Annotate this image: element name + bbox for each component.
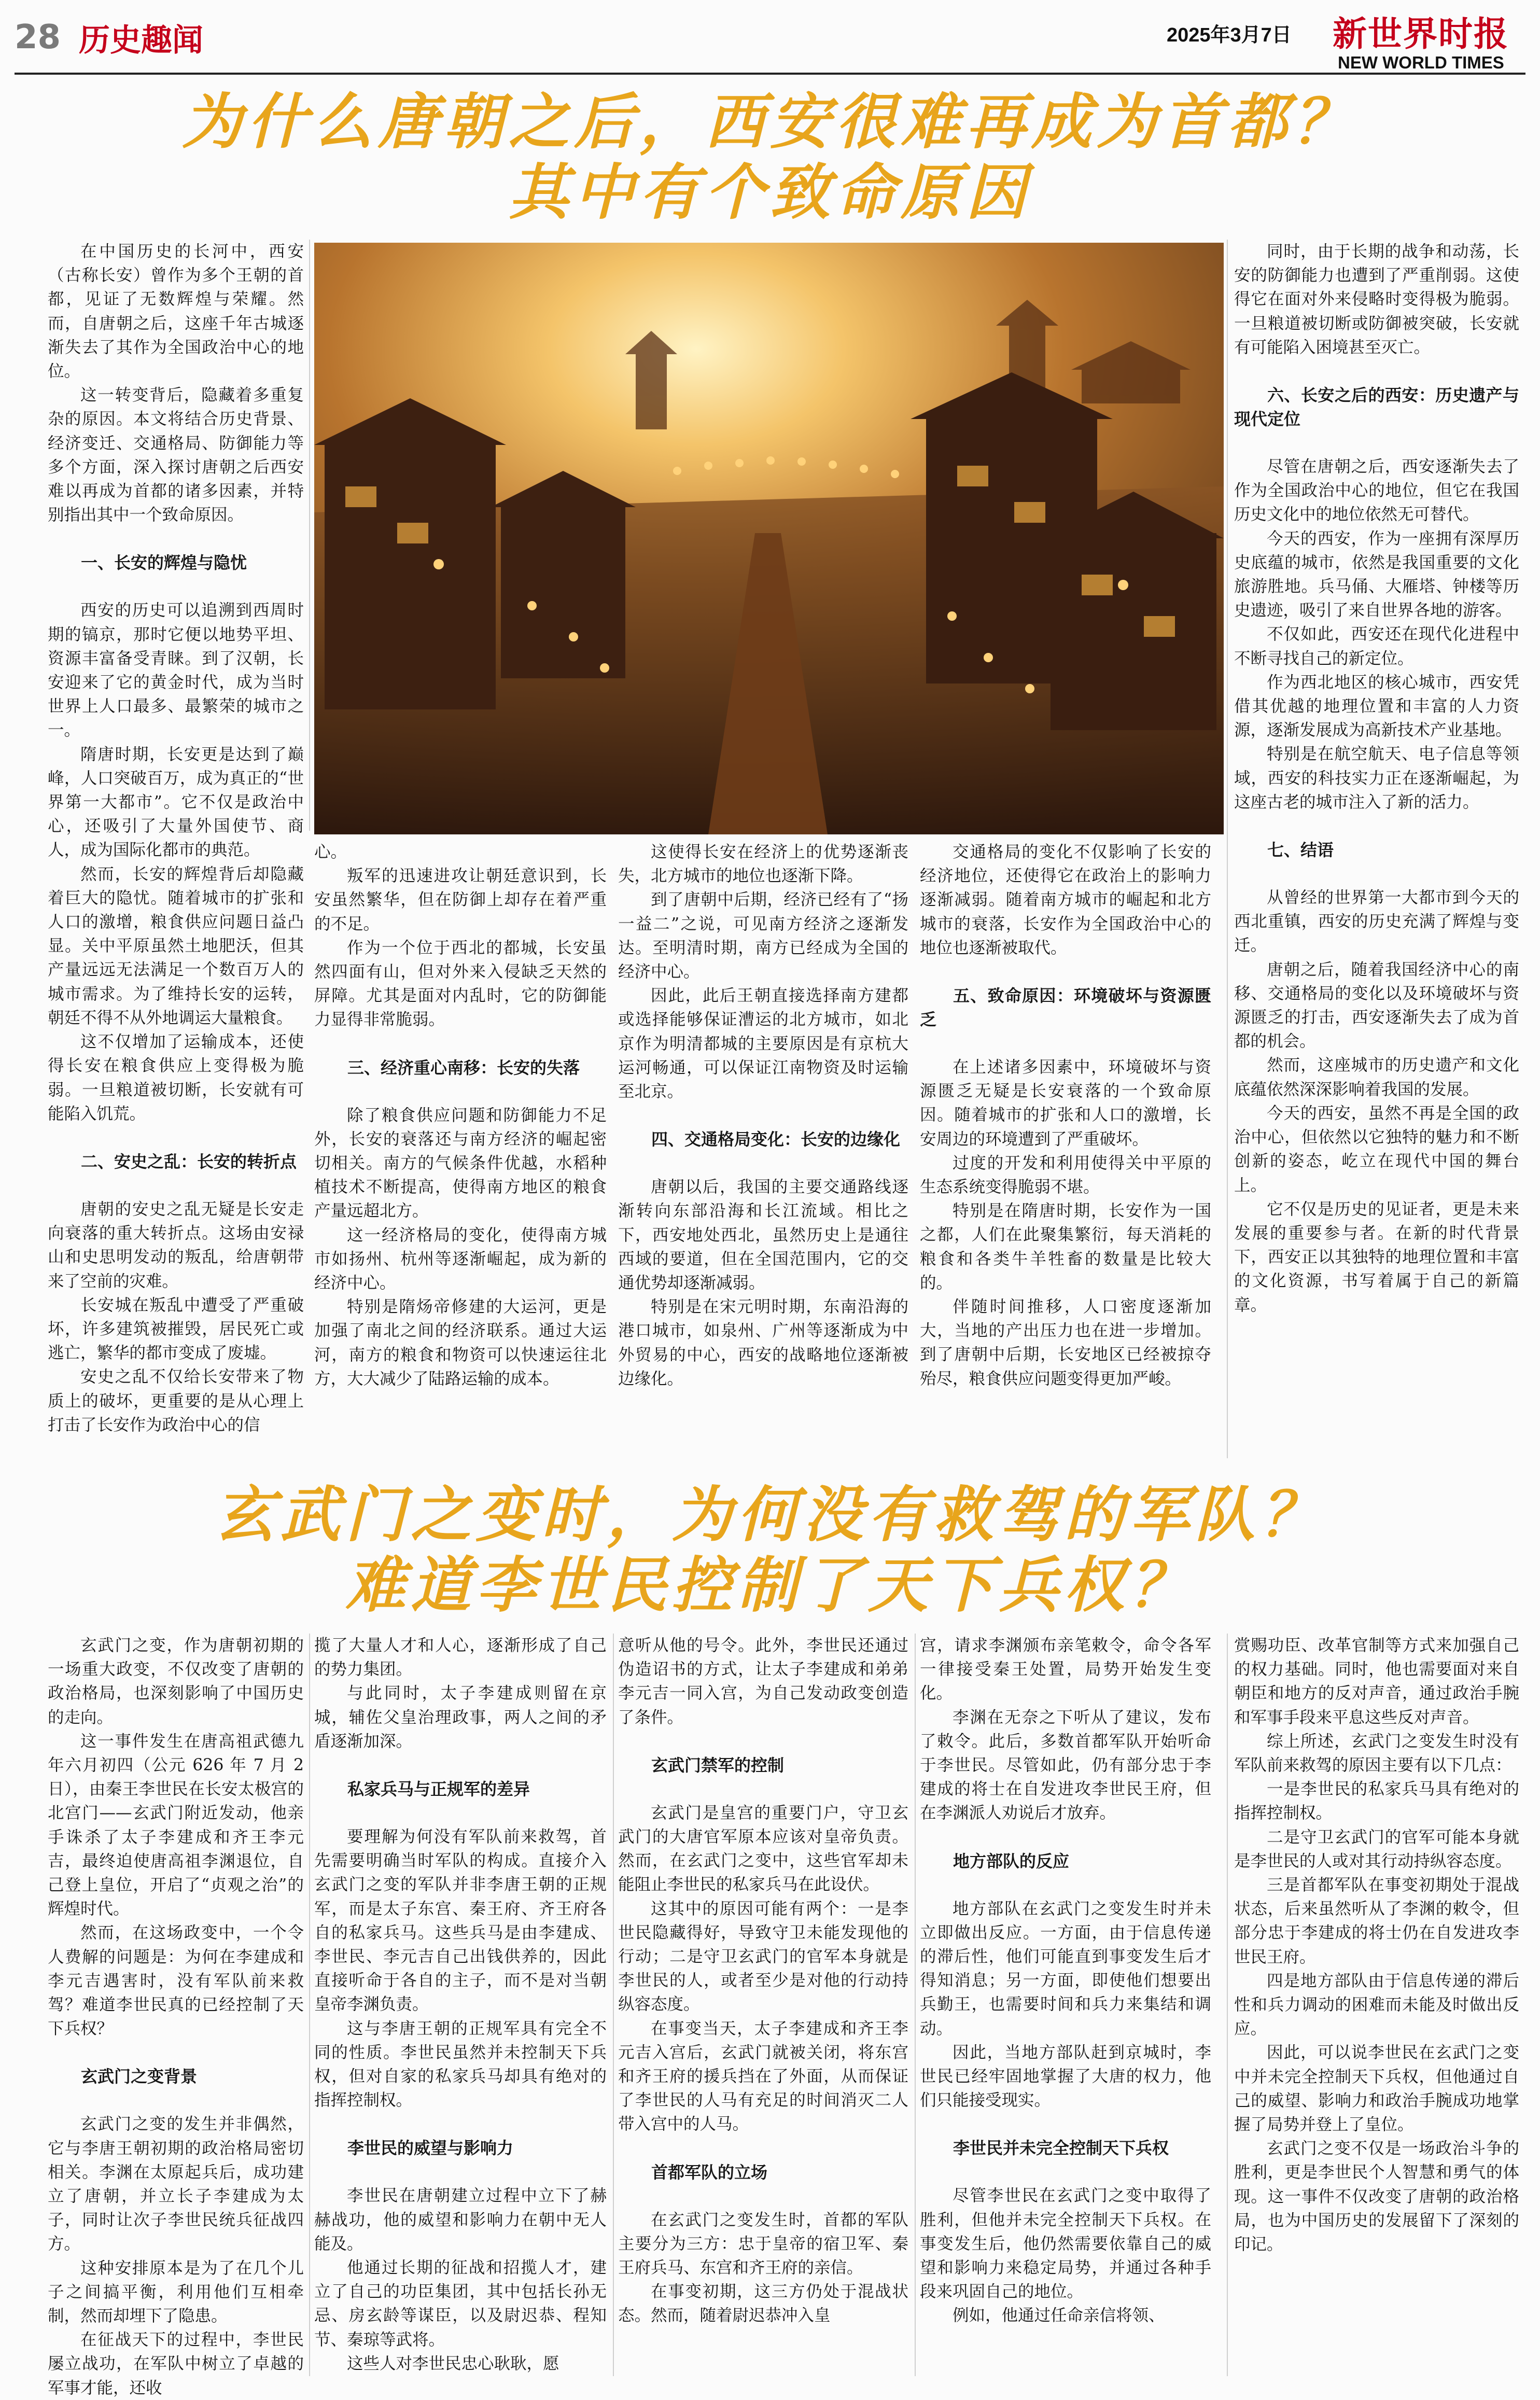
article1-column-5: 同时，由于长期的战争和动荡，长安的防御能力也遭到了严重削弱。这使得它在面对外来侵略时变得极为脆弱。一旦粮道被切断或防御被突破，长安就有可能陷入困境甚至灭亡。 六、长安之后的西安：历史遗产与现代定位 尽管在唐朝之后，西安逐渐失去了作为全国政治中心的地位，但它在我国历史文化中的地位依然无可替代。 今天的西安，作为一座拥有深厚历史底蕴的城市，依然是我国重要的文化旅游胜地。兵马俑、大雁塔、钟楼等历史遗迹，吸引了来自世界各地的游客。 不仅如此，西安还在现代化进程中不断寻找自己的新定位。 作为西北地区的核心城市，西安凭借其优越的地理位置和丰富的人力资源，逐渐发展成为高新技术产业基地。 特别是在航空航天、电子信息等领域，西安的科技实力正在逐渐崛起，为这座古老的城市注入了新的活力。 七、结语 从曾经的世界第一大都市到今天的西北重镇，西安的历史充满了辉煌与变迁。 唐朝之后，随着我国经济中心的南移、交通格局的变化以及环境破坏与资源匮乏的打击，西安逐渐失去了成为首都的机会。 然而，这座城市的历史遗产和文化底蕴依然深深影响着我国的发展。 今天的西安，虽然不再是全国的政治中心，但依然以它独特的魅力和不断创新的姿态，屹立在现代中国的舞台上。 它不仅是历史的见证者，更是未来发展的重要参与者。在新的时代背景下，西安正以其独特的地理位置和丰富的文化资源，书写着属于自己的新篇章。 xyxy=(1234,242,1519,1315)
article2-title xyxy=(0,1480,1540,1621)
article1-title-line1: 为什么唐朝之后，西安很难再成为首都？ xyxy=(182,87,1358,157)
article1-illustration xyxy=(314,243,1224,834)
article2-column-4: 宫，请求李渊颁布亲笔敕令，命令各军一律接受秦王处置，局势开始发生变化。 李渊在无奈之下听从了建议，发布了敕令。此后，多数首都军队开始听命于李世民。尽管如此，仍有部分忠于李建成的将士在自发进攻李世民王府，但在李渊派人劝说后才放弃。 地方部队的反应 地方部队在玄武门之变发生时并未立即做出反应。一方面，由于信息传递的滞后性，他们可能直到事变发生后才得知消息；另一方面，即使他们想要出兵勤王，也需要时间和兵力来集结和调动。 因此，当地方部队赶到京城时，李世民已经牢固地掌握了大唐的权力，他们只能接受现实。 李世民并未完全控制天下兵权 尽管李世民在玄武门之变中取得了胜利，但他并未完全控制天下兵权。在事变发生后，他仍然需要依靠自己的威望和影响力来稳定局势，并通过各种手段来巩固自己的地位。 例如，他通过任命亲信将领、 xyxy=(920,1636,1211,2325)
section-name: 历史趣闻 xyxy=(79,22,203,59)
column-divider xyxy=(915,1634,916,2376)
column-divider xyxy=(1227,240,1228,1458)
article1-column-3: 这使得长安在经济上的优势逐渐丧失，北方城市的地位也逐渐下降。 到了唐朝中后期，经济已经有了“扬一益二”之说，可见南方经济之逐渐发达。至明清时期，南方已经成为全国的经济中心。 因此，此后王朝直接选择南方建都或选择能够保证漕运的北方城市，如北京作为明清都城的主要原因是有京杭大运河畅通，可以保证江南物资及时运输至北京。 四、交通格局变化：长安的边缘化 唐朝以后，我国的主要交通路线逐渐转向东部沿海和长江流域。相比之下，西安地处西北，虽然历史上是通往西域的要道，但在全国范围内，它的交通优势却逐渐减弱。 特别是在宋元明时期，东南沿海的港口城市，如泉州、广州等逐渐成为中外贸易的中心，西安的战略地位逐渐被边缘化。 xyxy=(618,843,908,1388)
page-number: 28 xyxy=(15,18,61,57)
chang-an-painting xyxy=(314,243,1224,834)
newspaper-logo: 新世界时报 xyxy=(1333,13,1509,54)
article2-column-3: 意听从他的号令。此外，李世民还通过伪造诏书的方式，让太子李建成和弟弟李元吉一同入宫，为自己发动政变创造了条件。 玄武门禁军的控制 玄武门是皇宫的重要门户，守卫玄武门的大唐官军原本应该对皇帝负责。然而，在玄武门之变中，这些官军却未能阻止李世民的私家兵马在此设伏。 这其中的原因可能有两个：一是李世民隐藏得好，导致守卫未能发现他的行动；二是守卫玄武门的官军本身就是李世民的人，或者至少是对他的行动持纵容态度。 在事变当天，太子李建成和齐王李元吉入宫后，玄武门就被关闭，将东宫和齐王府的援兵挡在了外面，从而保证了李世民的人马有充足的时间消灭二人带入宫中的人马。 首都军队的立场 在玄武门之变发生时，首都的军队主要分为三方：忠于皇帝的宿卫军、秦王府兵马、东宫和齐王府的亲信。 在事变初期，这三方仍处于混战状态。然而，随着尉迟恭冲入皇 xyxy=(618,1636,908,2325)
article1-column-2: 心。 叛军的迅速进攻让朝廷意识到，长安虽然繁华，但在防御上却存在着严重的不足。 作为一个位于西北的都城，长安虽然四面有山，但对外来入侵缺乏天然的屏障。尤其是面对内乱时，它的防御能力显得非常脆弱。 三、经济重心南移：长安的失落 除了粮食供应问题和防御能力不足外，长安的衰落还与南方经济的崛起密切相关。南方的气候条件优越，水稻种植技术不断提高，使得南方地区的粮食产量远超北方。 这一经济格局的变化，使得南方城市如扬州、杭州等逐渐崛起，成为新的经济中心。 特别是隋炀帝修建的大运河，更是加强了南北之间的经济联系。通过大运河，南方的粮食和物资可以快速运往北方，大大减少了陆路运输的成本。 xyxy=(314,843,607,1388)
column-divider xyxy=(309,1634,310,2376)
article1-column-4: 交通格局的变化不仅影响了长安的经济地位，还使得它在政治上的影响力逐渐减弱。随着南方城市的崛起和北方城市的衰落，长安作为全国政治中心的地位也逐渐被取代。 五、致命原因：环境破坏与资源匮乏 在上述诸多因素中，环境破坏与资源匮乏无疑是长安衰落的一个致命原因。随着城市的扩张和人口的激增，长安周边的环境遭到了严重破坏。 过度的开发和利用使得关中平原的生态系统变得脆弱不堪。 特别是在隋唐时期，长安作为一国之都，人们在此聚集繁衍，每天消耗的粮食和各类牛羊牲畜的数量是比较大的。 伴随时间推移，人口密度逐渐加大，当地的产出压力也在进一步增加。到了唐朝中后期，长安地区已经被掠夺殆尽，粮食供应问题变得更加严峻。 xyxy=(920,843,1211,1388)
column-divider xyxy=(1227,1634,1228,2376)
article2-column-2: 揽了大量人才和人心，逐渐形成了自己的势力集团。 与此同时，太子李建成则留在京城，辅佐父皇治理政事，两人之间的矛盾逐渐加深。 私家兵马与正规军的差异 要理解为何没有军队前来救驾，首先需要明确当时军队的构成。直接介入玄武门之变的军队并非李唐王朝的正规军，而是太子东宫、秦王府、齐王府各自的私家兵马。这些兵马是由李建成、李世民、李元吉自己出钱供养的，因此直接听命于各自的主子，而不是对当朝皇帝李渊负责。 这与李唐王朝的正规军具有完全不同的性质。李世民虽然并未控制天下兵权，但对自家的私家兵马却具有绝对的指挥控制权。 李世民的威望与影响力 李世民在唐朝建立过程中立下了赫赫战功，他的威望和影响力在朝中无人能及。 他通过长期的征战和招揽人才，建立了自己的功臣集团，其中包括长孙无忌、房玄龄等谋臣，以及尉迟恭、程知节、秦琼等武将。 这些人对李世民忠心耿耿，愿 xyxy=(314,1636,607,2373)
column-divider xyxy=(613,1634,614,2376)
column-divider xyxy=(309,240,310,831)
article1-column-1: 在中国历史的长河中，西安（古称长安）曾作为多个王朝的首都，见证了无数辉煌与荣耀。然而，自唐朝之后，这座千年古城逐渐失去了其作为全国政治中心的地位。 这一转变背后，隐藏着多重复杂的原因。本文将结合历史背景、经济变迁、交通格局、防御能力等多个方面，深入探讨唐朝之后西安难以再成为首都的诸多因素，并特别指出其中一个致命原因。 一、长安的辉煌与隐忧 西安的历史可以追溯到西周时期的镐京，那时它便以地势平坦、资源丰富备受青睐。到了汉朝，长安迎来了它的黄金时代，成为当时世界上人口最多、最繁荣的城市之一。 隋唐时期，长安更是达到了巅峰，人口突破百万，成为真正的“世界第一大都市”。它不仅是政治中心，还吸引了大量外国使节、商人，成为国际化都市的典范。 然而，长安的辉煌背后却隐藏着巨大的隐忧。随着城市的扩张和人口的激增，粮食供应问题日益凸显。关中平原虽然土地肥沃，但其产量远远无法满足一个数百万人的城市需求。为了维持长安的运转，朝廷不得不从外地调运大量粮食。 这不仅增加了运输成本，还使得长安在粮食供应上变得极为脆弱。一旦粮道被切断，长安就有可能陷入饥荒。 二、安史之乱：长安的转折点 唐朝的安史之乱无疑是长安走向衰落的重大转折点。这场由安禄山和史思明发动的叛乱，给唐朝带来了空前的灾难。 长安城在叛乱中遭受了严重破坏，许多建筑被摧毁，居民死亡或逃亡，繁华的都市变成了废墟。 安史之乱不仅给长安带来了物质上的破坏，更重要的是从心理上打击了长安作为政治中心的信 xyxy=(48,242,304,1434)
article1-title xyxy=(0,87,1540,228)
issue-date: 2025年3月7日 xyxy=(1167,24,1292,46)
header-rule xyxy=(15,73,1525,75)
article2-column-1: 玄武门之变，作为唐朝初期的一场重大政变，不仅改变了唐朝的政治格局，也深刻影响了中国历史的走向。 这一事件发生在唐高祖武德九年六月初四（公元 626 年 7 月 2 日），由秦王李世民在长安太极宫的北宫门——玄武门附近发动，他亲手诛杀了太子李建成和齐王李元吉，最终迫使唐高祖李渊退位，自己登上皇位，开启了“贞观之治”的辉煌时代。 然而，在这场政变中，一个令人费解的问题是：为何在李建成和李元吉遇害时，没有军队前来救驾？难道李世民真的已经控制了天下兵权？ 玄武门之变背景 玄武门之变的发生并非偶然，它与李唐王朝初期的政治格局密切相关。李渊在太原起兵后，成功建立了唐朝，并立长子李建成为太子，同时让次子李世民统兵征战四方。 这种安排原本是为了在几个儿子之间搞平衡，利用他们互相牵制，然而却埋下了隐患。 在征战天下的过程中，李世民屡立战功，在军队中树立了卓越的军事才能，还收 xyxy=(48,1636,304,2397)
newspaper-name-en: NEW WORLD TIMES xyxy=(1338,53,1504,72)
article2-title-line1: 玄武门之变时，为何没有救驾的军队？ xyxy=(215,1480,1325,1550)
article2-title-line2: 难道李世民控制了天下兵权？ xyxy=(345,1551,1195,1621)
article2-column-5: 赏赐功臣、改革官制等方式来加强自己的权力基础。同时，他也需要面对来自朝臣和地方的反对声音，通过政治手腕和军事手段来平息这些反对声音。 综上所述，玄武门之变发生时没有军队前来救驾的原因主要有以下几点： 一是李世民的私家兵马具有绝对的指挥控制权。 二是守卫玄武门的官军可能本身就是李世民的人或对其行动持纵容态度。 三是首都军队在事变初期处于混战状态，后来虽然听从了李渊的敕令，但部分忠于李建成的将士仍在自发进攻李世民王府。 四是地方部队由于信息传递的滞后性和兵力调动的困难而未能及时做出反应。 因此，可以说李世民在玄武门之变中并未完全控制天下兵权，但他通过自己的威望、影响力和政治手腕成功地掌握了局势并登上了皇位。 玄武门之变不仅是一场政治斗争的胜利，更是李世民个人智慧和勇气的体现。这一事件不仅改变了唐朝的政治格局，也为中国历史的发展留下了深刻的印记。 xyxy=(1234,1636,1519,2254)
article1-title-line2: 其中有个致命原因 xyxy=(509,158,1031,228)
